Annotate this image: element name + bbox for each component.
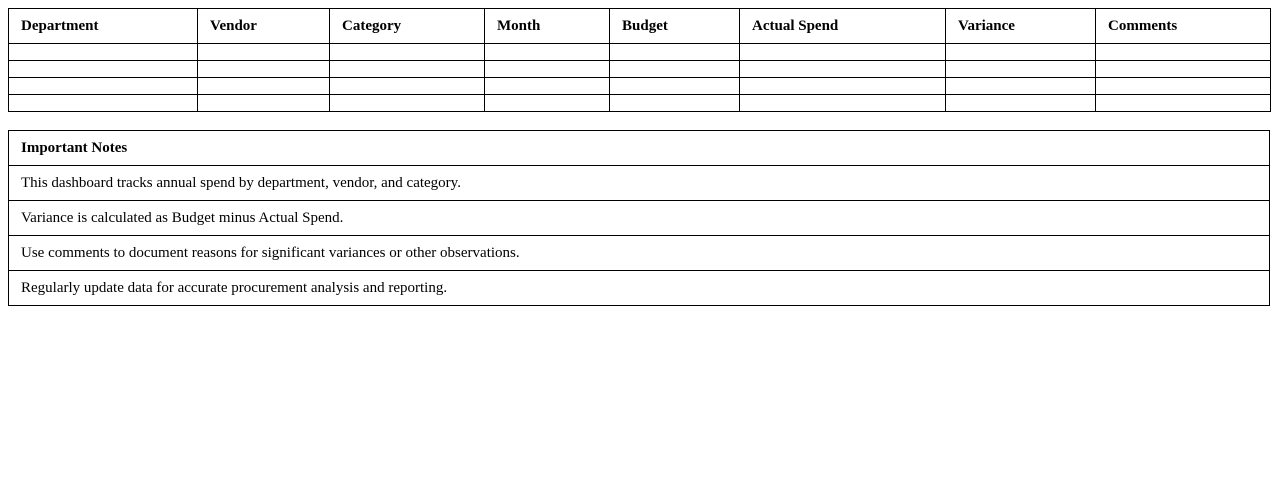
notes-row xyxy=(9,236,1270,271)
table-cell[interactable] xyxy=(9,61,198,78)
table-cell[interactable] xyxy=(485,78,610,95)
notes-row xyxy=(9,271,1270,306)
column-header-actual-spend: Actual Spend xyxy=(740,9,946,44)
header-row xyxy=(9,9,1271,44)
notes-title: Important Notes xyxy=(9,131,1270,166)
table-cell[interactable] xyxy=(946,61,1096,78)
table-cell[interactable] xyxy=(330,95,485,112)
table-row xyxy=(9,61,1271,78)
table-cell[interactable] xyxy=(198,61,330,78)
table-cell[interactable] xyxy=(485,44,610,61)
budget-table xyxy=(8,8,1271,112)
table-cell[interactable] xyxy=(485,95,610,112)
table-cell[interactable] xyxy=(1096,78,1271,95)
table-cell[interactable] xyxy=(740,78,946,95)
table-row xyxy=(9,78,1271,95)
table-cell[interactable] xyxy=(9,95,198,112)
notes-row xyxy=(9,166,1270,201)
column-header-category: Category xyxy=(330,9,485,44)
table-cell[interactable] xyxy=(9,44,198,61)
table-cell[interactable] xyxy=(740,61,946,78)
note-item: Regularly update data for accurate procurement analysis and reporting. xyxy=(9,271,1270,306)
table-cell[interactable] xyxy=(740,44,946,61)
table-cell[interactable] xyxy=(946,95,1096,112)
column-header-month: Month xyxy=(485,9,610,44)
table-cell[interactable] xyxy=(740,95,946,112)
table-cell[interactable] xyxy=(1096,61,1271,78)
table-cell[interactable] xyxy=(610,95,740,112)
table-cell[interactable] xyxy=(946,78,1096,95)
column-header-budget: Budget xyxy=(610,9,740,44)
note-item: This dashboard tracks annual spend by department, vendor, and category. xyxy=(9,166,1270,201)
table-cell[interactable] xyxy=(330,44,485,61)
table-cell[interactable] xyxy=(198,78,330,95)
table-cell[interactable] xyxy=(330,61,485,78)
table-cell[interactable] xyxy=(946,44,1096,61)
column-header-variance: Variance xyxy=(946,9,1096,44)
table-cell[interactable] xyxy=(330,78,485,95)
note-item: Use comments to document reasons for significant variances or other observations. xyxy=(9,236,1270,271)
table-cell[interactable] xyxy=(610,61,740,78)
table-cell[interactable] xyxy=(198,44,330,61)
table-cell[interactable] xyxy=(198,95,330,112)
table-cell[interactable] xyxy=(610,78,740,95)
table-cell[interactable] xyxy=(9,78,198,95)
column-header-comments: Comments xyxy=(1096,9,1271,44)
column-header-department: Department xyxy=(9,9,198,44)
table-cell[interactable] xyxy=(1096,44,1271,61)
table-cell[interactable] xyxy=(1096,95,1271,112)
table-cell[interactable] xyxy=(485,61,610,78)
table-row xyxy=(9,95,1271,112)
notes-table xyxy=(8,130,1270,306)
notes-row xyxy=(9,201,1270,236)
table-row xyxy=(9,44,1271,61)
note-item: Variance is calculated as Budget minus Actual Spend. xyxy=(9,201,1270,236)
table-cell[interactable] xyxy=(610,44,740,61)
notes-header-row xyxy=(9,131,1270,166)
column-header-vendor: Vendor xyxy=(198,9,330,44)
